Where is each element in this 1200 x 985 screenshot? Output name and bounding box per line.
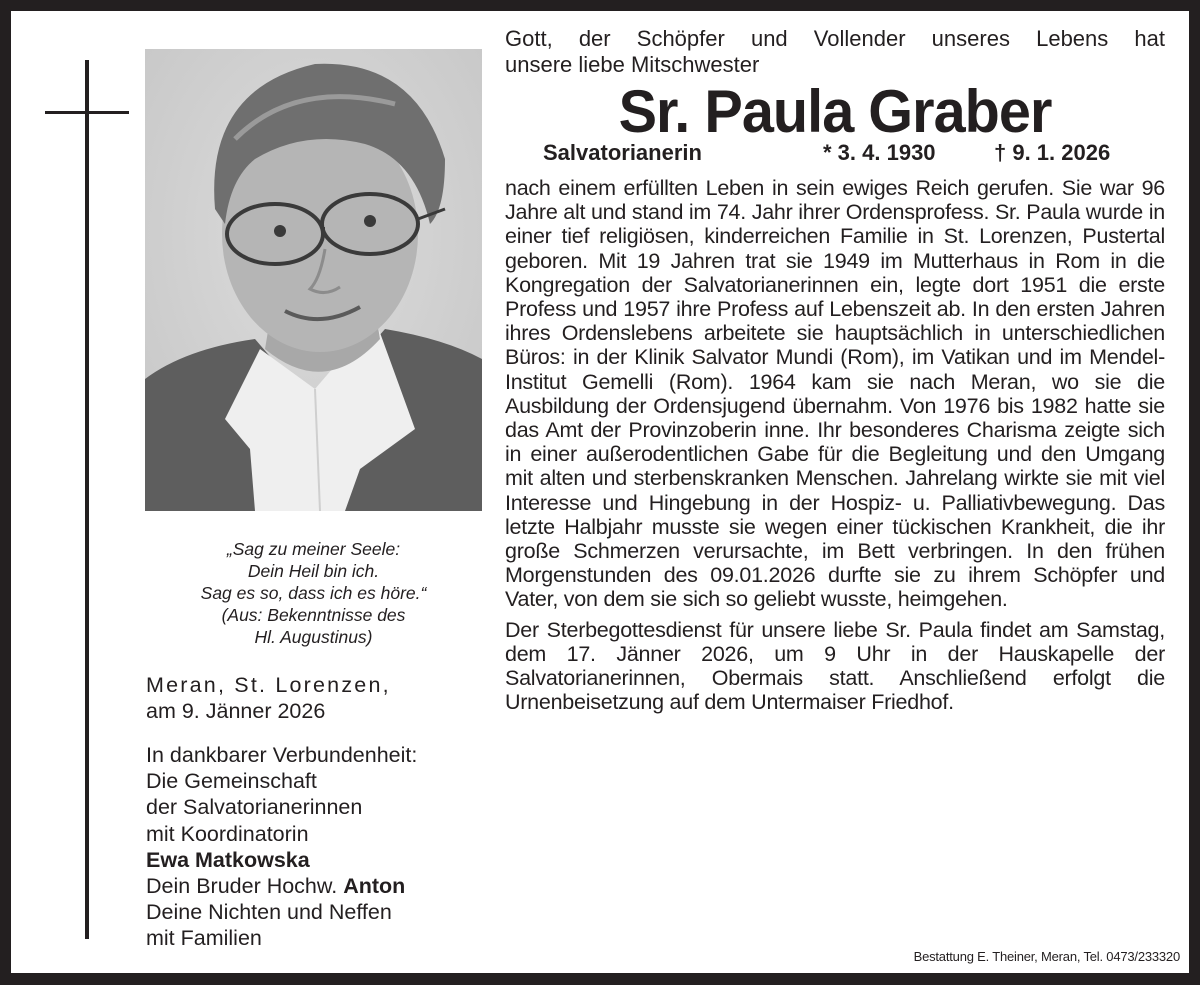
mourners-heading: In dankbarer Verbundenheit:: [146, 743, 418, 767]
mourner-line: Deine Nichten und Neffen: [146, 900, 392, 925]
cross-icon-bar: [45, 111, 129, 114]
portrait-photo: [145, 49, 482, 511]
mourner-line: mit Familien: [146, 926, 262, 951]
portrait-illustration: [145, 49, 482, 511]
intro-line: Gott, der Schöpfer und Vollender unseres Lebens hat: [505, 26, 1165, 51]
quote-line: Sag es so, dass ich es höre.“: [200, 583, 427, 603]
coordinator-name: Ewa Matkowska: [146, 847, 310, 872]
place: Meran, St. Lorenzen,: [146, 673, 391, 697]
life-dates: [505, 140, 1165, 170]
intro-line: unsere liebe Mitschwester: [505, 52, 760, 77]
death-date: † 9. 1. 2026: [994, 140, 1111, 165]
biography: nach einem erfüllten Leben in sein ewiges Reich gerufen. Sie war 96 Jahre alt und stand im 74. Jahr ihrer Ordensprofess. Sr. Paula wurde in einer tief religiösen, kinderreichen Familie in St. Lorenzen, Pustertal geboren. Mit 19 Jahren trat sie 1949 im Mutterhaus in Rom in die Kongregation der Salvatorianerinnen ein, legte dort 1951 die erste Profess und 1957 ihre Profess auf Lebenszeit ab. In den ersten Jahren ihres Ordenslebens arbeitete sie hauptsächlich in unterschiedlichen Büros: in der Klinik Salvator Mundi (Rom), im Vatikan und im Mendel-Institut Gemelli (Rom). 1964 kam sie nach Meran, wo sie die Ausbildung der Ordensjugend übernahm. Von 1976 bis 1982 hatte sie das Amt der Provinzoberin inne. Ihr besonderes Charisma zeigte sich in einer außerodentlichen Gabe für die Begleitung und den Umgang mit alten und sterbenskranken Menschen. Jahrelang wirkte sie mit viel Interesse und Hingebung in der Hospiz- u. Palliativbewegung. Das letzte Halbjahr musste sie wegen einer tückischen Krankheit, die ihr große Schmerzen verursachte, im Bett verbringen. In den frühen Morgenstunden des 09.01.2026 durfte sie zu ihrem Schöpfer und Vater, von dem sie sich so geliebt wusste, heimgehen.: [505, 176, 1165, 612]
funeral-info: [505, 618, 1165, 715]
quote-line: Dein Heil bin ich.: [247, 561, 380, 581]
brother-name: Anton: [343, 874, 406, 899]
quote-block: [145, 538, 482, 648]
funeral-text: Der Sterbegottesdienst für unsere liebe Sr. Paula findet am Samstag, dem 17. Jänner 2026, um 9 Uhr in der Hauskapelle der Salvatorianerinnen, Obermais statt. Anschließend erfolgt die Urnenbeisetzung auf dem Untermaiser Friedhof.: [505, 617, 1165, 715]
birth-date: * 3. 4. 1930: [823, 140, 936, 165]
order-label: Salvatorianerin: [543, 140, 702, 165]
intro-text: [505, 26, 1165, 78]
undertaker-credit: Bestattung E. Theiner, Meran, Tel. 0473/233320: [913, 949, 1180, 964]
mourners-list: [146, 742, 417, 952]
quote-source: Hl. Augustinus): [254, 627, 373, 647]
quote-source: (Aus: Bekenntnisse des: [221, 605, 406, 625]
mourner-line-brother: [146, 873, 417, 899]
brother-prefix: Dein Bruder Hochw.: [146, 874, 344, 899]
mourner-line: mit Koordinatorin: [146, 821, 309, 846]
main-text-column: [505, 26, 1165, 714]
cross-icon: [85, 60, 89, 939]
deceased-name: Sr. Paula Graber: [618, 78, 1052, 145]
date: am 9. Jänner 2026: [146, 699, 326, 723]
mourner-line: der Salvatorianerinnen: [146, 795, 363, 820]
place-date: [146, 672, 391, 724]
quote-line: „Sag zu meiner Seele:: [226, 539, 401, 559]
mourner-line: Die Gemeinschaft: [146, 769, 317, 794]
